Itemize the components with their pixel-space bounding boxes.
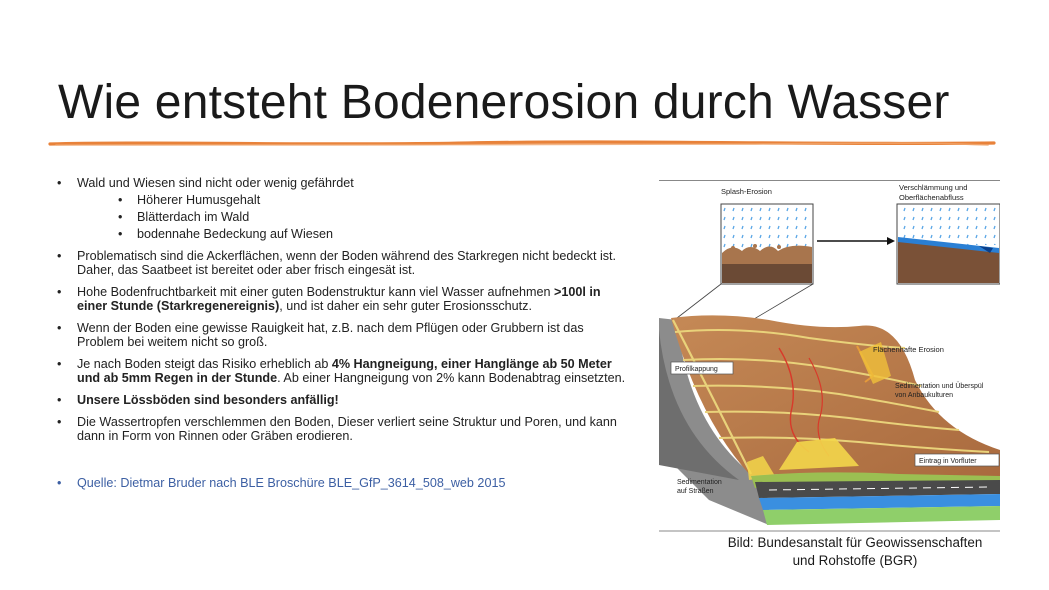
list-item: • Blätterdach im Wald: [98, 210, 628, 224]
list-item: • Problematisch sind die Ackerflächen, wenn der Boden während des Starkregen nicht bedeckt ist. Daher, das Saatbeet ist bereitet oder aber frisch eingesät ist.: [56, 249, 628, 277]
label-sedstr-1: Sedimentation: [677, 479, 722, 486]
label-verschl-2: Oberflächenabfluss: [899, 193, 964, 202]
inset-splash-erosion: [721, 204, 813, 284]
source-link[interactable]: • Quelle: Dietmar Bruder nach BLE Broschüre BLE_GfP_3614_508_web 2015: [56, 476, 628, 490]
bullet-list: [56, 176, 628, 498]
erosion-diagram: [659, 180, 1000, 532]
inset-verschlaemmung: [897, 204, 1000, 284]
label-verschl-1: Verschlämmung und: [899, 183, 968, 192]
list-item: • Unsere Lössböden sind besonders anfällig!: [56, 393, 628, 407]
list-item: • Wenn der Boden eine gewisse Rauigkeit hat, z.B. nach dem Pflügen oder Grubbern ist das Problem bei weitem nicht so groß.: [56, 321, 628, 349]
list-item: • Die Wassertropfen verschlemmen den Boden, Dieser verliert seine Struktur und Poren, und kann dann in Form von Rinnen oder Gräben erodieren.: [56, 415, 628, 443]
label-sedstr-2: auf Straßen: [677, 488, 714, 495]
label-sed-2: von Anbaukulturen: [895, 392, 953, 399]
title-underline: [48, 139, 996, 149]
label-profil: Profilkappung: [675, 366, 718, 373]
figure-caption: Bild: Bundesanstalt für Geowissenschaften und Rohstoffe (BGR): [727, 535, 983, 568]
label-sed-1: Sedimentation und Überspül: [895, 383, 984, 390]
slide-title: Wie entsteht Bodenerosion durch Wasser: [58, 76, 950, 129]
list-item: • Hohe Bodenfruchtbarkeit mit einer guten Bodenstruktur kann viel Wasser aufnehmen >100l in einer Stunde (Starkregenereignis), und ist daher ein sehr guter Erosionsschutz.: [56, 285, 628, 313]
label-flaechen: Flächenhafte Erosion: [873, 345, 944, 354]
list-item: • bodennahe Bedeckung auf Wiesen: [98, 227, 628, 241]
label-eintrag: Eintrag in Vorfluter: [919, 458, 977, 465]
list-item: • Wald und Wiesen sind nicht oder wenig gefährdet • Höherer Humusgehalt • Blätterdach im Wald • bodennahe Bedeckung auf Wiesen: [56, 176, 628, 241]
list-item: • Je nach Boden steigt das Risiko erheblich ab 4% Hangneigung, einer Hanglänge ab 50 Meter und ab 5mm Regen in der Stunde. Ab einer Hangneigung von 2% kann Bodenabtrag einsetzten.: [56, 357, 628, 385]
label-splash: Splash-Erosion: [721, 187, 772, 196]
list-item: • Höherer Humusgehalt: [98, 193, 628, 207]
arrow-head-icon: [887, 237, 895, 245]
